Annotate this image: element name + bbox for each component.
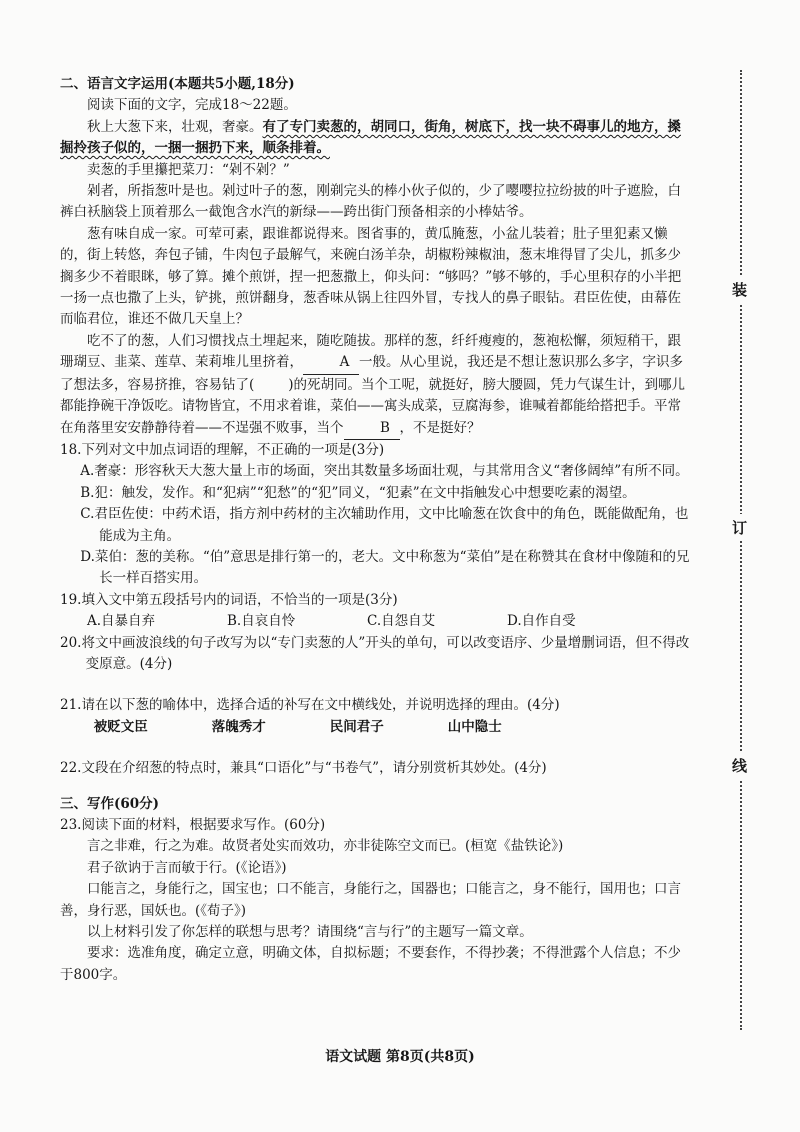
binding-char-middle: 订 xyxy=(732,514,747,541)
q19-option: C.自怨自艾 xyxy=(367,613,436,630)
binding-char-bottom: 线 xyxy=(732,752,747,779)
blank-b: B xyxy=(344,418,400,440)
page-footer: 语文试题 第8页(共8页) xyxy=(325,1049,475,1065)
q18-option-b: B.犯：触发，发作。和“犯病”“犯愁”的“犯”同义，“犯素”在文中指触发心中想要吃素的渴望。 xyxy=(80,484,636,501)
passage-paragraph-3: 剁者，所指葱叶是也。剁过叶子的葱，刚剃完头的棒小伙子似的，少了嘤嘤拉拉纷披的叶子遮脸，白裤白袄脑袋上顶着那么一截饱含水汽的新绿——跨出街门预备相亲的小棒姑爷。 xyxy=(60,183,681,221)
binding-dotted-line xyxy=(740,70,742,1030)
q19-stem: 19.填入文中第五段括号内的词语，不恰当的一项是(3分) xyxy=(60,591,398,608)
section2-instruction: 阅读下面的文字，完成18～22题。 xyxy=(87,97,297,114)
q19-option: D.自作自受 xyxy=(507,613,576,630)
section3-heading: 三、写作(60分) xyxy=(60,795,160,812)
q21-candidate: 被贬文臣 xyxy=(93,718,148,735)
exam-content xyxy=(60,74,692,986)
writing-requirements: 要求：选准角度，确定立意，明确文体，自拟标题；不要套作，不得抄袭；不得泄露个人信息；不少于800字。 xyxy=(60,945,681,983)
q18-stem: 18.下列对文中加点词语的理解，不正确的一项是(3分) xyxy=(60,441,385,458)
q21-candidate: 民间君子 xyxy=(329,718,384,735)
passage-paragraph-5 xyxy=(60,331,692,440)
q21-candidate: 山中隐士 xyxy=(447,718,502,735)
p5-part-b: 一般。从心里说，我还是不想让葱识那么多字，字识多了想法多，容易挤推，容易钻了( xyxy=(60,354,683,393)
writing-prompt: 以上材料引发了你怎样的联想与思考？请围绕“言与行”的主题写一篇文章。 xyxy=(87,924,533,941)
q20-text: 20.将文中画波浪线的句子改写为以“专门卖葱的人”开头的单句，可以改变语序、少量增删词语，但不得改变原意。(4分) xyxy=(60,634,690,672)
q21-candidate: 落魄秀才 xyxy=(211,718,266,735)
q22-text: 22.文段在介绍葱的特点时，兼具“口语化”与“书卷气”，请分别赏析其妙处。(4分) xyxy=(60,760,547,777)
p5-part-a: 吃不了的葱，人们习惯找点土埋起来，随吃随拔。那样的葱，纤纤瘦瘦的，葱袍松懈，须短稍干，跟珊瑚豆、韭菜、莲草、茉莉堆儿里挤着， xyxy=(60,332,681,371)
q23-stem: 23.阅读下面的材料，根据要求写作。(60分) xyxy=(60,817,326,833)
q18-option-d: D.菜伯：葱的美称。“伯”意思是排行第一的，老大。文中称葱为“菜伯”是在称赞其在食材中像随和的兄长一样百搭实用。 xyxy=(80,548,690,587)
q18-option-c: C.君臣佐使：中药术语，指方剂中药材的主次辅助作用，文中比喻葱在饮食中的角色，既能做配角，也能成为主角。 xyxy=(80,506,689,544)
section2-heading: 二、语言文字运用(本题共5小题,18分) xyxy=(60,76,295,92)
q19-option: B.自哀自怜 xyxy=(227,613,296,630)
q19-option: A.自暴自弃 xyxy=(87,613,156,630)
q18-option-a: A.奢豪：形容秋天大葱大量上市的场面，突出其数量多场面壮观，与其常用含义“奢侈阔绰”有所不同。 xyxy=(80,463,689,480)
passage-paragraph-2: 卖葱的手里攥把菜刀：“剁不剁？” xyxy=(87,161,290,178)
material-3: 口能言之，身能行之，国宝也；口不能言，身能行之，国器也；口能言之，身不能行，国用也；口言善，身行恶，国妖也。(《荀子》) xyxy=(60,881,681,919)
wavy-underlined-sentence: 有了专门卖葱的，胡同口，街角，树底下，找一块不碍事儿的地方，搡掘拎孩子似的，一捆一捆扔下来，顺条排着。 xyxy=(60,118,681,157)
p5-part-c: )的死胡同。当个工呢，就挺好，膀大腰圆，凭力气谋生计，到哪儿都能挣碗干净饭吃。请物皆宜，不用求着谁，菜伯——寓头成菜，豆腐海参，谁喊着都能给搭把手。平常在角落里安安静静待着——不逞强不败事，当个 xyxy=(60,376,686,436)
blank-a: A xyxy=(303,352,359,374)
passage-paragraph-4: 葱有味自成一家。可荤可素，跟谁都说得来。图省事的，黄瓜腌葱，小盆儿装着；肚子里犯素又懒的，街上转悠，奔包子铺，牛肉包子最解气，来碗白汤羊杂，胡椒粉辣椒油，葱末堆得冒了尖儿，抓多少搁多少不着眼眯，够了算。摊个煎饼，捏一把葱撒上，仰头问：“够吗？”够不够的，手心里积存的小半把一扬一点也撒了上头，铲挑，煎饼翻身，葱香味从锅上往四外冒，专找人的鼻子眼钻。君臣佐使，由幕佐而临君位，谁还不做几天皇上？ xyxy=(60,225,682,328)
q21-text: 21.请在以下葱的喻体中，选择合适的补写在文中横线处，并说明选择的理由。(4分) xyxy=(60,697,560,714)
q19-options xyxy=(60,611,692,632)
q21-candidates xyxy=(60,717,692,738)
binding-char-top: 装 xyxy=(732,276,747,303)
passage-paragraph-1 xyxy=(60,117,692,160)
p1-start: 秋上大葱下来，壮观，奢豪。 xyxy=(87,118,263,135)
material-2: 君子欲讷于言而敏于行。(《论语》) xyxy=(87,859,287,876)
material-1: 言之非难，行之为难。故贤者处实而效功，亦非徒陈空文而已。(桓宽《盐铁论》) xyxy=(87,838,564,855)
p5-part-d: ，不是挺好？ xyxy=(399,419,481,436)
